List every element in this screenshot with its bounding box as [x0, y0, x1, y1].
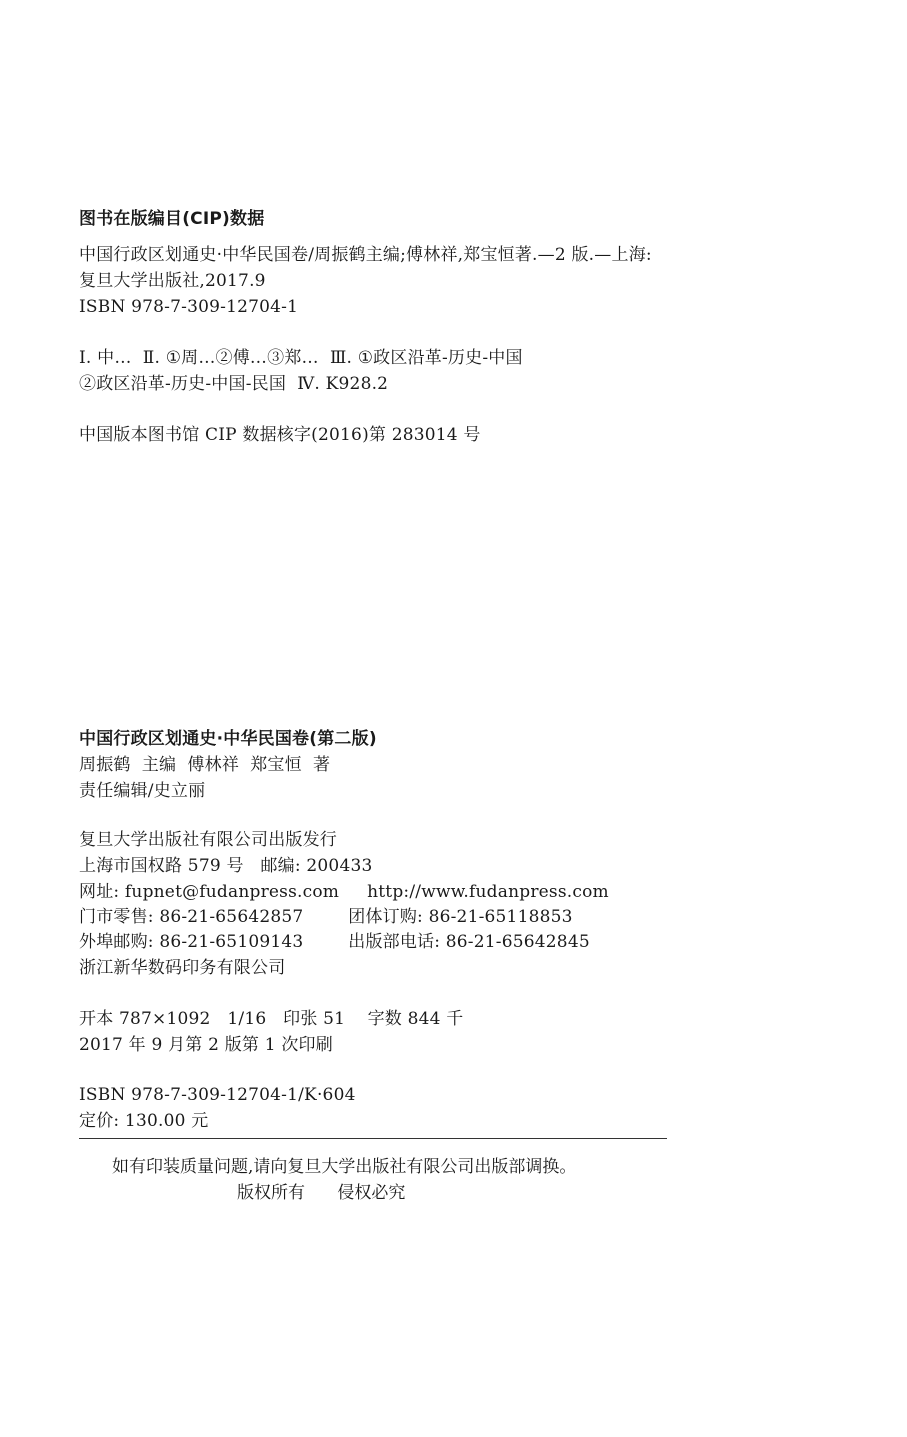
printer: 浙江新华数码印务有限公司 [79, 958, 286, 978]
book-format: 开本 787×1092 1/16 印张 51 字数 844 千 [79, 1009, 464, 1029]
cip-heading: 图书在版编目(CIP)数据 [79, 209, 265, 229]
publisher-name: 复旦大学出版社有限公司出版发行 [79, 830, 337, 850]
cip-line-1: 中国行政区划通史·中华民国卷/周振鹤主编;傅林祥,郑宝恒著.—2 版.—上海: [79, 245, 652, 265]
publisher-retail: 门市零售: 86-21-65642857 团体订购: 86-21-65118853 [79, 907, 573, 927]
cip-line-3: ISBN 978-7-309-12704-1 [79, 297, 299, 317]
book-editor: 责任编辑/史立丽 [79, 781, 206, 801]
copyright-notice: 版权所有 侵权必究 [237, 1183, 406, 1203]
divider [79, 1138, 667, 1139]
publisher-mail-order: 外埠邮购: 86-21-65109143 出版部电话: 86-21-65642845 [79, 932, 590, 952]
quality-notice: 如有印装质量问题,请向复旦大学出版社有限公司出版部调换。 [112, 1157, 577, 1177]
publisher-address: 上海市国权路 579 号 邮编: 200433 [79, 856, 373, 876]
library-record: 中国版本图书馆 CIP 数据核字(2016)第 283014 号 [79, 425, 481, 445]
publisher-web: 网址: fupnet@fudanpress.com http://www.fudanpress.com [79, 882, 609, 902]
cip-line-2: 复旦大学出版社,2017.9 [79, 271, 266, 291]
classification-line-2: ②政区沿革-历史-中国-民国 Ⅳ. K928.2 [79, 374, 389, 394]
book-edition: 2017 年 9 月第 2 版第 1 次印刷 [79, 1035, 333, 1055]
isbn-full: ISBN 978-7-309-12704-1/K·604 [79, 1085, 356, 1105]
price: 定价: 130.00 元 [79, 1111, 209, 1131]
book-title: 中国行政区划通史·中华民国卷(第二版) [79, 729, 377, 749]
book-authors: 周振鹤 主编 傅林祥 郑宝恒 著 [79, 755, 331, 775]
classification-line-1: Ⅰ. 中… Ⅱ. ①周…②傅…③郑… Ⅲ. ①政区沿革-历史-中国 [79, 348, 523, 368]
